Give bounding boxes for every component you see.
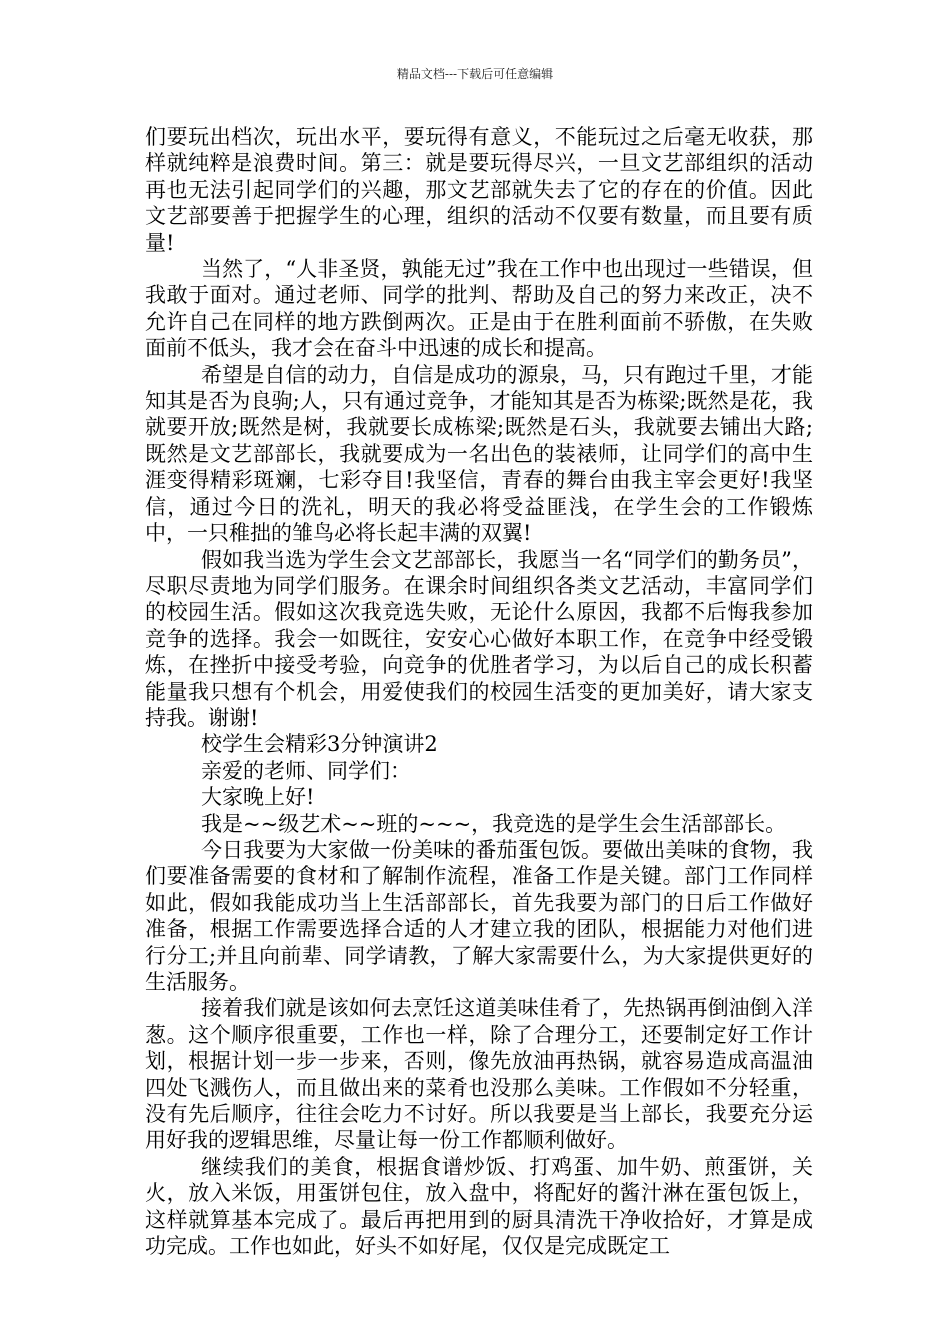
greeting: 大家晚上好! — [201, 785, 315, 810]
paragraph: 当然了，“人非圣贤，孰能无过”我在工作中也出现过一些错误，但我敢于面对。通过老师、同学的批判、帮助及自己的努力来改正，决不允许自己在同样的地方跌倒两次。正是由于在胜利面前不骄傲，在失败面前不低头，我才会在奋斗中迅速的成长和提高。 — [145, 257, 813, 361]
speech-title: 校学生会精彩3分钟演讲2 — [201, 732, 438, 757]
document-body — [145, 124, 813, 1259]
salutation: 亲爱的老师、同学们： — [201, 758, 411, 783]
paragraph: 今日我要为大家做一份美味的番茄蛋包饭。要做出美味的食物，我们要准备需要的食材和了解制作流程，准备工作是关键。部门工作同样如此，假如我能成功当上生活部部长，首先我要为部门的日后工作做好准备，根据工作需要选择合适的人才建立我的团队，根据能力对他们进行分工;并且向前辈、同学请教，了解大家需要什么，为大家提供更好的生活服务。 — [145, 837, 813, 994]
paragraph: 接着我们就是该如何去烹饪这道美味佳肴了，先热锅再倒油倒入洋葱。这个顺序很重要，工作也一样，除了合理分工，还要制定好工作计划，根据计划一步一步来，否则，像先放油再热锅，就容易造成高温油四处飞溅伤人，而且做出来的菜肴也没那么美味。工作假如不分轻重，没有先后顺序，往往会吃力不讨好。所以我要是当上部长，我要充分运用好我的逻辑思维，尽量让每一份工作都顺利做好。 — [145, 996, 813, 1153]
paragraph: 们要玩出档次，玩出水平，要玩得有意义，不能玩过之后毫无收获，那样就纯粹是浪费时间。第三：就是要玩得尽兴，一旦文艺部组织的活动再也无法引起同学们的兴趣，那文艺部就失去了它的存在的价值。因此文艺部要善于把握学生的心理，组织的活动不仅要有数量，而且要有质量! — [145, 125, 813, 255]
paragraph: 希望是自信的动力，自信是成功的源泉，马，只有跑过千里，才能知其是否为良驹;人，只有通过竞争，才能知其是否为栋梁;既然是花，我就要开放;既然是树，我就要长成栋梁;既然是石头，我就要去铺出大路;既然是文艺部部长，我就要成为一名出色的装裱师，让同学们的高中生涯变得精彩斑斓，七彩夺目!我坚信，青春的舞台由我主宰会更好!我坚信，通过今日的洗礼，明天的我必将受益匪浅，在学生会的工作锻炼中，一只稚拙的雏鸟必将长起丰满的双翼! — [145, 362, 813, 546]
paragraph: 假如我当选为学生会文艺部部长，我愿当一名“同学们的勤务员”，尽职尽责地为同学们服务。在课余时间组织各类文艺活动，丰富同学们的校园生活。假如这次我竞选失败，无论什么原因，我都不后悔我参加竞争的选择。我会一如既往，安安心心做好本职工作，在竞争中经受锻炼，在挫折中接受考验，向竞争的优胜者学习，为以后自己的成长积蓄能量我只想有个机会，用爱使我们的校园生活变的更加美好，请大家支持我。谢谢! — [145, 547, 813, 730]
page-header: 精品文档---下载后可任意编辑 — [396, 67, 554, 81]
paragraph: 我是~~级艺术~~班的~~~，我竞选的是学生会生活部部长。 — [201, 811, 787, 836]
paragraph: 继续我们的美食，根据食谱炒饭、打鸡蛋、加牛奶、煎蛋饼，关火，放入米饭，用蛋饼包住，放入盘中，将配好的酱汁淋在蛋包饭上，这样就算基本完成了。最后再把用到的厨具清洗干净收拾好，才算是成功完成。工作也如此，好头不如好尾，仅仅是完成既定工 — [145, 1154, 813, 1259]
